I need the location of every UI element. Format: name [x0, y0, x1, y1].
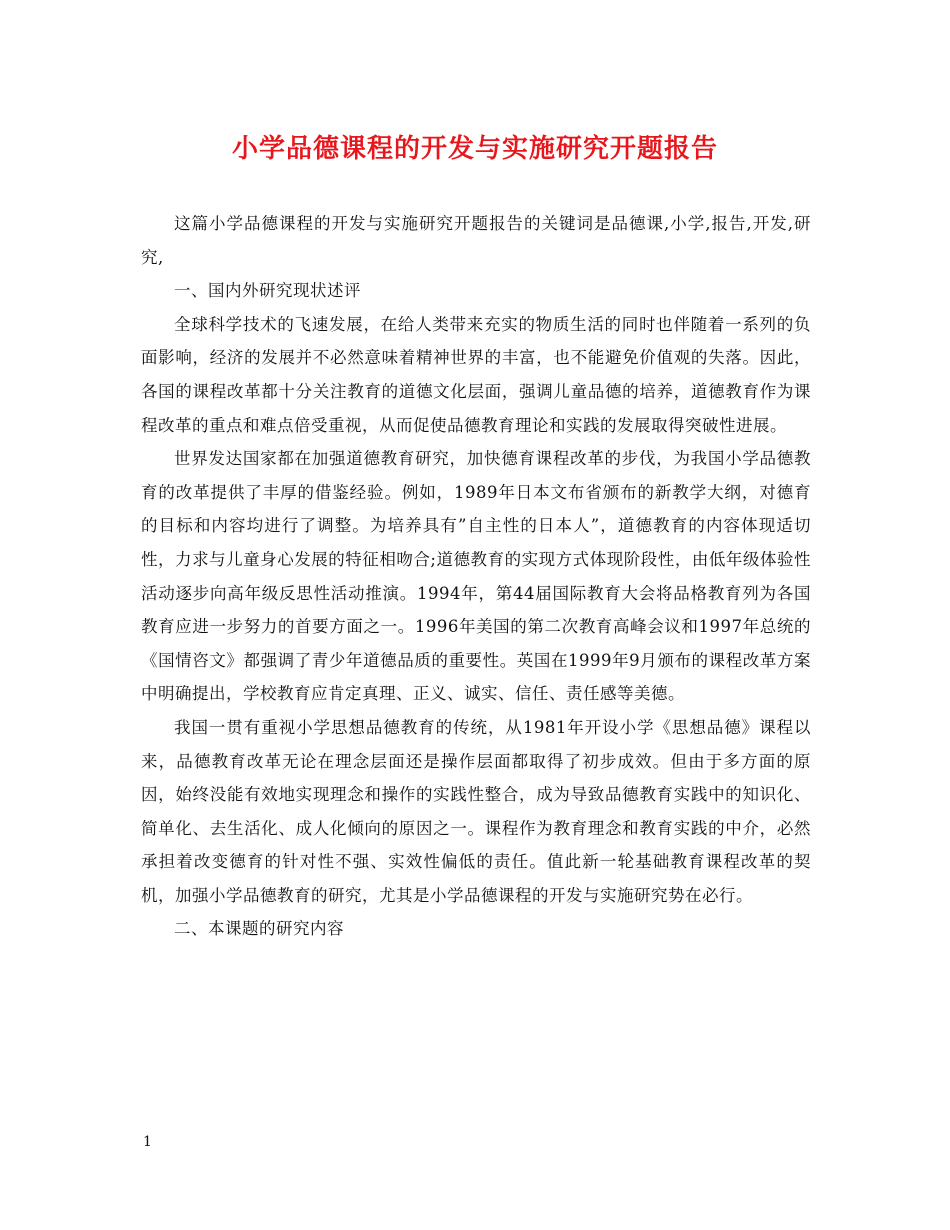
document-body: [141, 207, 811, 946]
document-title: 小学品德课程的开发与实施研究开题报告: [231, 134, 718, 164]
page-number: 1: [143, 1134, 152, 1150]
paragraph-international-experience: 世界发达国家都在加强道德教育研究，加快德育课程改革的步伐，为我国小学品德教育的改革提供了丰厚的借鉴经验。例如，1989年日本文布省颁布的新教学大纲，对德育的目标和内容均进行了调整。为培养具有”自主性的日本人”，道德教育的内容体现适切性，力求与儿童身心发展的特征相吻合;道德教育的实现方式体现阶段性，由低年级体验性活动逐步向高年级反思性活动推演。1994年，第44届国际教育大会将品格教育列为各国教育应进一步努力的首要方面之一。1996年美国的第二次教育高峰会议和1997年总统的《国情咨文》都强调了青少年道德品质的重要性。英国在1999年9月颁布的课程改革方案中明确提出，学校教育应肯定真理、正义、诚实、信任、责任感等美德。: [141, 449, 811, 704]
paragraph-global-context: 全球科学技术的飞速发展，在给人类带来充实的物质生活的同时也伴随着一系列的负面影响，经济的发展并不必然意味着精神世界的丰富，也不能避免价值观的失落。因此，各国的课程改革都十分关注教育的道德文化层面，强调儿童品德的培养，道德教育作为课程改革的重点和难点倍受重视，从而促使品德教育理论和实践的发展取得突破性进展。: [141, 314, 811, 435]
section-heading-1: 一、国内外研究现状述评: [174, 281, 361, 301]
paragraph-domestic-tradition: 我国一贯有重视小学思想品德教育的传统，从1981年开设小学《思想品德》课程以来，品德教育改革无论在理念层面还是操作层面都取得了初步成效。但由于多方面的原因，始终没能有效地实现理念和操作的实践性整合，成为导致品德教育实践中的知识化、简单化、去生活化、成人化倾向的原因之一。课程作为教育理念和教育实践的中介，必然承担着改变德育的针对性不强、实效性偏低的责任。值此新一轮基础教育课程改革的契机，加强小学品德教育的研究，尤其是小学品德课程的开发与实施研究势在必行。: [141, 717, 811, 905]
paragraph-keywords: 这篇小学品德课程的开发与实施研究开题报告的关键词是品德课,小学,报告,开发,研究,: [141, 214, 811, 267]
section-heading-2: 二、本课题的研究内容: [174, 919, 344, 939]
